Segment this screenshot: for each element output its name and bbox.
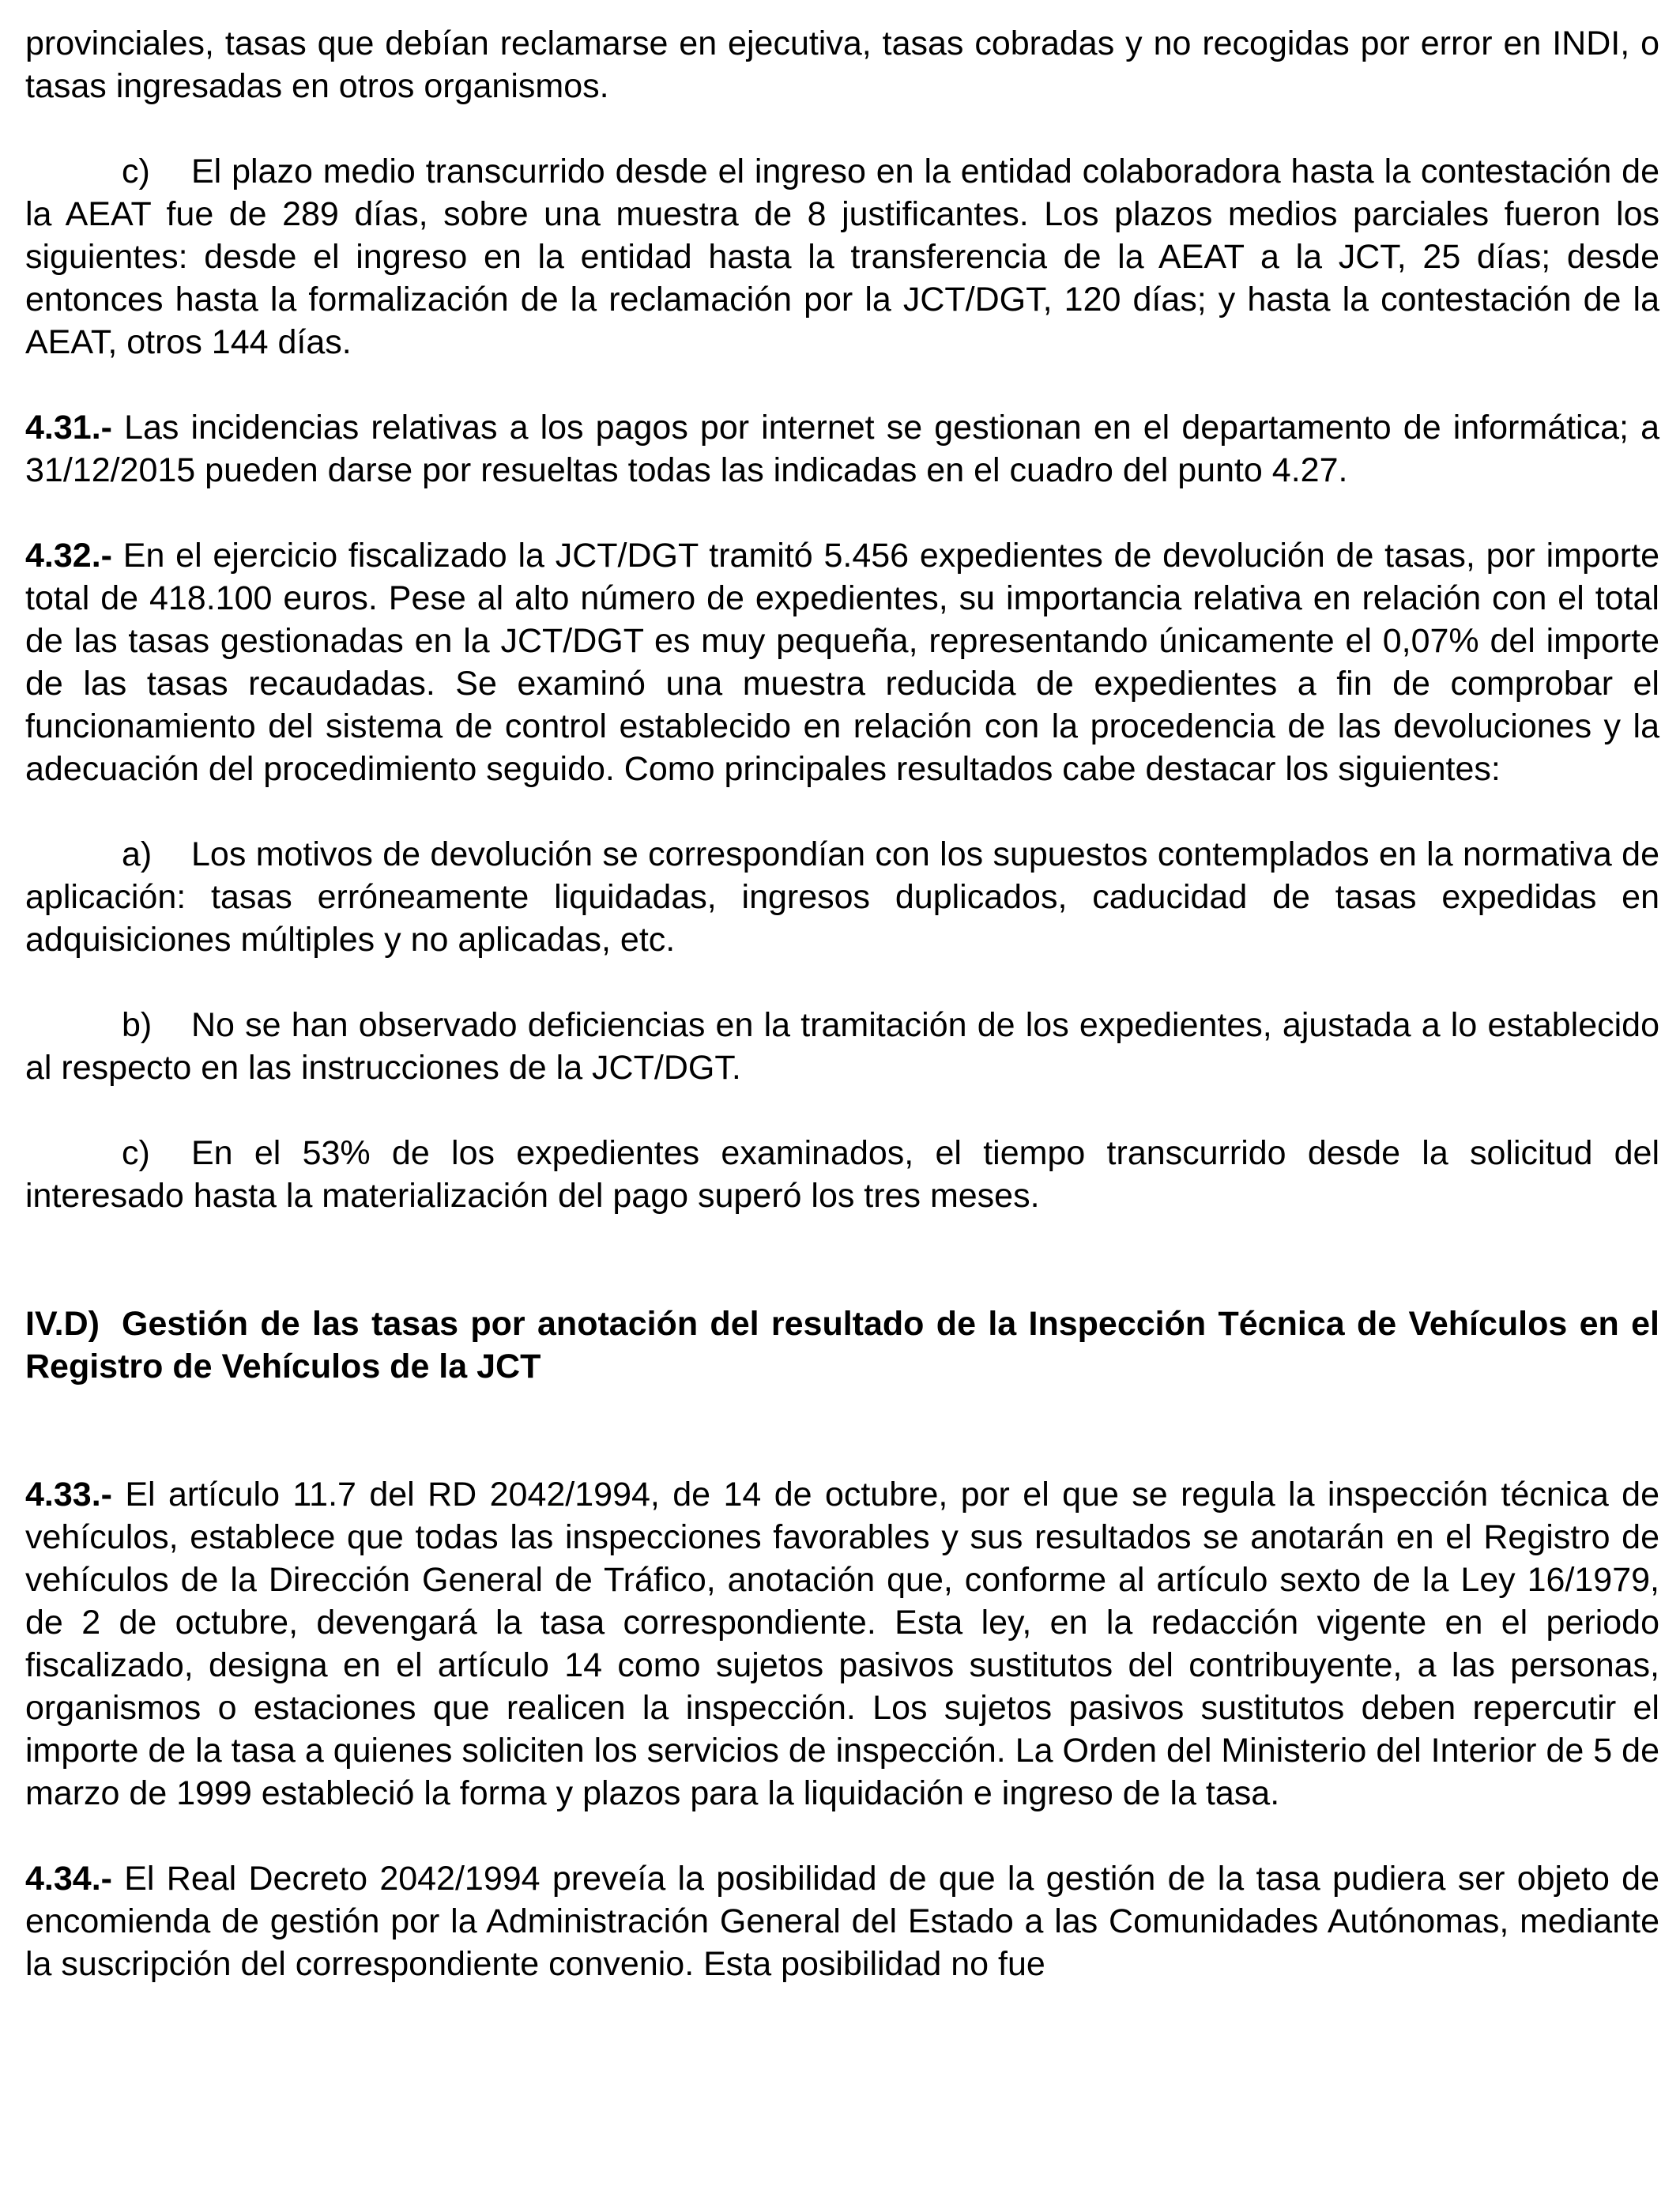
paragraph-number: 4.32.- (25, 537, 112, 575)
list-item-text: En el 53% de los expedientes examinados, el tiempo transcurrido desde la solicitud del interesado hasta la materialización del pago superó los tres meses. (25, 1134, 1659, 1215)
list-item-4-32-b (25, 1004, 1659, 1089)
continuation-text: provinciales, tasas que debían reclamarse en ejecutiva, tasas cobradas y no recogidas por error en INDI, o tasas ingresadas en otros organismos. (25, 25, 1659, 105)
paragraph-text: Las incidencias relativas a los pagos por internet se gestionan en el departamento de informática; a 31/12/2015 pueden darse por resueltas todas las indicadas en el cuadro del punto 4.27. (25, 409, 1659, 489)
paragraph-number: 4.34.- (25, 1860, 112, 1898)
section-title: Gestión de las tasas por anotación del resultado de la Inspección Técnica de Vehículos en el Registro de Vehículos de la JCT (25, 1305, 1659, 1385)
paragraph-4-32 (25, 534, 1659, 790)
paragraph-text: En el ejercicio fiscalizado la JCT/DGT tramitó 5.456 expedientes de devolución de tasas, por importe total de 418.100 euros. Pese al alto número de expedientes, su importancia relativa en relación con el total de las tasas gestionadas en la JCT/DGT es muy pequeña, representando únicamente el 0,07% del importe de las tasas recaudadas. Se examinó una muestra reducida de expedientes a fin de comprobar el funcionamiento del sistema de control establecido en relación con la procedencia de las devoluciones y la adecuación del procedimiento seguido. Como principales resultados cabe destacar los siguientes: (25, 537, 1659, 788)
list-item-text: No se han observado deficiencias en la tramitación de los expedientes, ajustada a lo establecido al respecto en las instrucciones de la JCT/DGT. (25, 1006, 1659, 1087)
document-page (25, 22, 1659, 1985)
list-item-4-32-a (25, 833, 1659, 961)
list-item-text: El plazo medio transcurrido desde el ingreso en la entidad colaboradora hasta la contestación de la AEAT fue de 289 días, sobre una muestra de 8 justificantes. Los plazos medios parciales fueron los siguientes: desde el ingreso en la entidad hasta la transferencia de la AEAT a la JCT, 25 días; desde entonces hasta la formalización de la reclamación por la JCT/DGT, 120 días; y hasta la contestación de la AEAT, otros 144 días. (25, 153, 1659, 361)
list-item-letter: c) (122, 153, 150, 190)
paragraph-number: 4.33.- (25, 1476, 112, 1514)
paragraph-4-31 (25, 406, 1659, 492)
paragraph-number: 4.31.- (25, 409, 112, 447)
paragraph-4-33 (25, 1473, 1659, 1815)
continuation-paragraph (25, 22, 1659, 107)
list-item-letter: b) (122, 1006, 153, 1044)
paragraph-4-34 (25, 1857, 1659, 1985)
paragraph-text: El artículo 11.7 del RD 2042/1994, de 14 de octubre, por el que se regula la inspección técnica de vehículos, establece que todas las inspecciones favorables y sus resultados se anotarán en el Registro de vehículos de la Dirección General de Tráfico, anotación que, conforme al artículo sexto de la Ley 16/1979, de 2 de octubre, devengará la tasa correspondiente. Esta ley, en la redacción vigente en el periodo fiscalizado, designa en el artículo 14 como sujetos pasivos sustitutos del contribuyente, a las personas, organismos o estaciones que realicen la inspección. Los sujetos pasivos sustitutos deben repercutir el importe de la tasa a quienes soliciten los servicios de inspección. La Orden del Ministerio del Interior de 5 de marzo de 1999 estableció la forma y plazos para la liquidación e ingreso de la tasa. (25, 1476, 1659, 1812)
list-item-4-32-c (25, 1132, 1659, 1217)
section-heading (25, 1302, 1659, 1388)
list-item-text: Los motivos de devolución se correspondían con los supuestos contemplados en la normativa de aplicación: tasas erróneamente liquidadas, ingresos duplicados, caducidad de tasas expedidas en adquisiciones múltiples y no aplicadas, etc. (25, 835, 1659, 959)
list-item-letter: c) (122, 1134, 150, 1172)
list-item-letter: a) (122, 835, 153, 873)
list-item-4-30-c (25, 150, 1659, 364)
paragraph-text: El Real Decreto 2042/1994 preveía la posibilidad de que la gestión de la tasa pudiera ser objeto de encomienda de gestión por la Administración General del Estado a las Comunidades Autónomas, mediante la suscripción del correspondiente convenio. Esta posibilidad no fue (25, 1860, 1659, 1983)
section-number: IV.D) (25, 1305, 100, 1343)
